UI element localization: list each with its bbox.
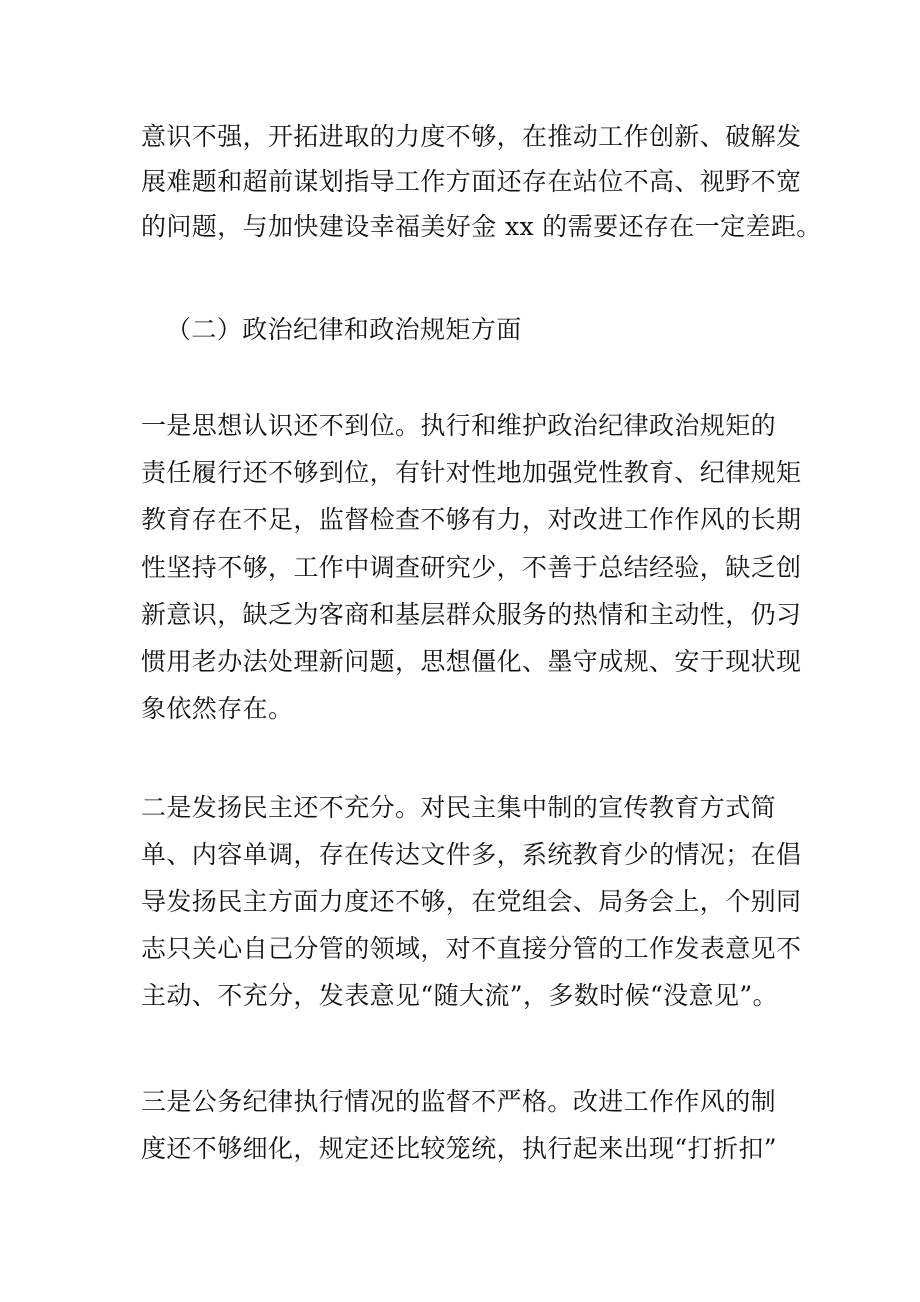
paragraph-1-line-3: 教育存在不足，监督检查不够有力，对改进工作作风的长期 [141, 505, 802, 534]
paragraph-1-line-7: 象依然存在。 [141, 694, 294, 723]
paragraph-2-line-2: 单、内容单调，存在传达文件多，系统教育少的情况；在倡 [141, 840, 802, 869]
paragraph-1-line-5: 新意识，缺乏为客商和基层群众服务的热情和主动性，仍习 [141, 600, 802, 629]
section-heading: （二）政治纪律和政治规矩方面 [166, 315, 522, 344]
paragraph-2-line-5: 主动、不充分，发表意见“随大流”，多数时候“没意见”。 [141, 981, 778, 1010]
paragraph-3-line-1: 三是公务纪律执行情况的监督不严格。改进工作作风的制 [141, 1087, 777, 1116]
intro-line-2: 展难题和超前谋划指导工作方面还存在站位不高、视野不宽 [141, 167, 802, 196]
paragraph-2-line-1: 二是发扬民主还不充分。对民主集中制的宣传教育方式简 [141, 793, 777, 822]
intro-line-1: 意识不强，开拓进取的力度不够，在推动工作创新、破解发 [141, 122, 802, 151]
paragraph-3-line-2: 度还不够细化，规定还比较笼统，执行起来出现“打折扣” [141, 1134, 777, 1163]
paragraph-1-line-2: 责任履行还不够到位，有针对性地加强党性教育、纪律规矩 [141, 458, 802, 487]
paragraph-1-line-6: 惯用老办法处理新问题，思想僵化、墨守成规、安于现状现 [141, 647, 802, 676]
paragraph-2-line-3: 导发扬民主方面力度还不够，在党组会、局务会上，个别同 [141, 887, 802, 916]
paragraph-1-line-4: 性坚持不够，工作中调查研究少，不善于总结经验，缺乏创 [141, 553, 802, 582]
intro-line-3: 的问题，与加快建设幸福美好金 xx 的需要还存在一定差距。 [141, 212, 822, 241]
paragraph-1-line-1: 一是思想认识还不到位。执行和维护政治纪律政治规矩的 [141, 411, 777, 440]
paragraph-2-line-4: 志只关心自己分管的领域，对不直接分管的工作发表意见不 [141, 934, 802, 963]
